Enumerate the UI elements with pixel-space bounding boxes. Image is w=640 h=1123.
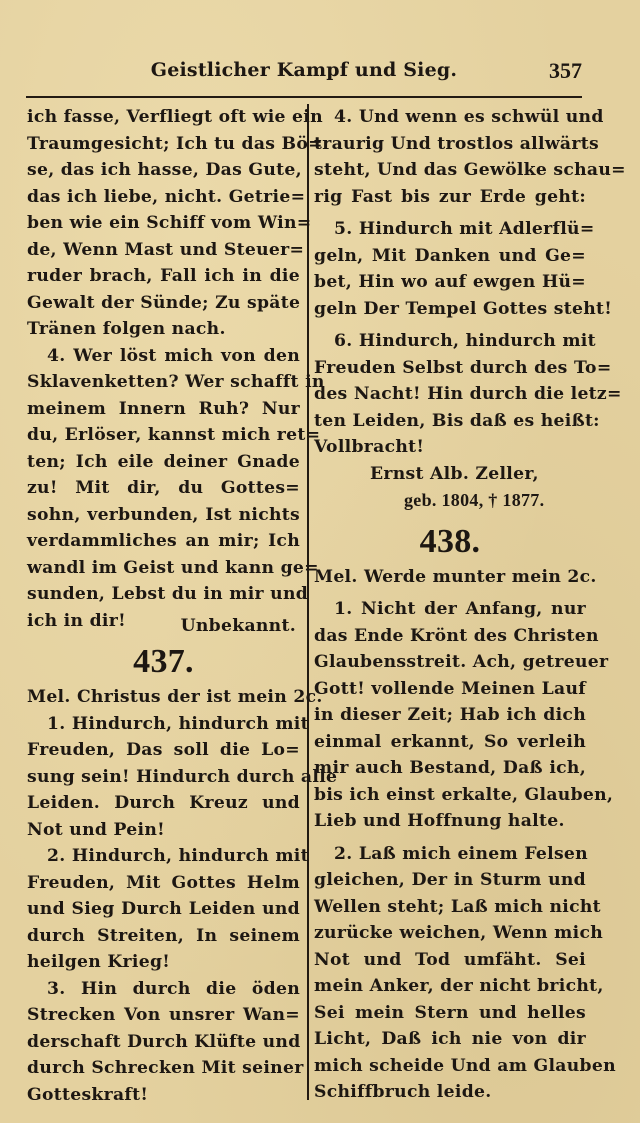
verse-line: 4. Und wenn es schwül und — [334, 107, 604, 127]
verse-line: 4. Wer löst mich von den — [47, 345, 300, 366]
verse-line: ich in dir! — [27, 610, 126, 631]
verse-line: ten Leiden, Bis daß es heißt: — [314, 410, 600, 431]
text-line: Traumgesicht; Ich tu das Bö= — [27, 133, 323, 154]
verse-line: Wellen steht; Laß mich nicht — [314, 896, 601, 917]
verse-line: Sklavenketten? Wer schafft in — [27, 372, 325, 392]
hymn-436-verse-4 — [27, 343, 325, 636]
author-dates: geb. 1804, † 1877. — [404, 490, 545, 510]
verse-line: 2. Laß mich einem Felsen — [334, 843, 588, 864]
verse-line: verdammliches an mir; Ich — [27, 531, 300, 551]
verse-line: sohn, verbunden, Ist nichts — [27, 504, 300, 525]
author-attribution: Unbekannt. — [180, 615, 296, 636]
text-line: ich fasse, Verfliegt oft wie ein — [27, 107, 323, 127]
verse-line: zurücke weichen, Wenn mich — [314, 923, 604, 943]
verse-line: steht, Und das Gewölke schau= — [314, 160, 626, 180]
verse-line: Freuden, Mit Gottes Helm — [27, 872, 300, 893]
verse-line: rig Fast bis zur Erde geht: — [314, 186, 586, 207]
left-column — [27, 104, 338, 1108]
verse-line: durch Streiten, In seinem — [27, 925, 300, 946]
verse-line: bet, Hin wo auf ewgen Hü= — [314, 272, 586, 292]
verse-line: zu! Mit dir, du Gottes= — [27, 478, 300, 498]
verse-line: traurig Und trostlos allwärts — [314, 133, 599, 154]
text-line: das ich liebe, nicht. Getrie= — [27, 186, 306, 207]
verse-line: Gotteskraft! — [27, 1084, 149, 1105]
melody-reference: Mel. Werde munter mein 2c. — [314, 566, 597, 587]
text-line: Gewalt der Sünde; Zu späte — [27, 292, 301, 313]
page-number: 357 — [549, 58, 582, 83]
verse-line: bis ich einst erkalte, Glauben, — [314, 784, 614, 805]
verse-line: Freuden, Das soll die Lo= — [27, 740, 300, 760]
verse-line: das Ende Krönt des Christen — [314, 625, 599, 646]
verse-line: in dieser Zeit; Hab ich dich — [314, 705, 586, 725]
verse-line: 3. Hin durch die öden — [47, 978, 300, 999]
verse-line: und Sieg Durch Leiden und — [27, 899, 300, 919]
hymn-438-verse-2 — [314, 841, 616, 1106]
text-line: ruder brach, Fall ich in die — [27, 266, 300, 286]
verse-final-line — [27, 608, 300, 635]
verse-line: des Nacht! Hin durch die letz= — [314, 384, 622, 404]
running-title: Geistlicher Kampf und Sieg. — [150, 59, 458, 81]
verse-line: mir auch Bestand, Daß ich, — [314, 758, 586, 778]
verse-line: 2. Hindurch, hindurch mit — [47, 846, 309, 866]
running-head — [26, 56, 582, 86]
author-block-437 — [314, 461, 586, 514]
verse-line: 1. Hindurch, hindurch mit — [47, 713, 309, 734]
verse-line: 6. Hindurch, hindurch mit — [334, 331, 596, 351]
hymn-437-verse-2 — [27, 843, 309, 976]
verse-line: sung sein! Hindurch durch alle — [27, 766, 338, 787]
verse-line: Strecken Von unsrer Wan= — [27, 1005, 300, 1025]
verse-line: 5. Hindurch mit Adlerflü= — [334, 219, 595, 239]
hymn-number-437: 437. — [133, 643, 194, 680]
verse-line: Freuden Selbst durch des To= — [314, 357, 612, 378]
verse-line: Not und Tod umfäht. Sei — [314, 949, 586, 970]
hymn-437-verse-6 — [314, 328, 622, 461]
verse-line: Gott! vollende Meinen Lauf — [314, 678, 586, 699]
verse-line: Sei mein Stern und helles — [314, 1002, 586, 1023]
author-name: Ernst Alb. Zeller, — [370, 463, 539, 484]
verse-line: Leiden. Durch Kreuz und — [27, 793, 300, 813]
verse-line: Glaubensstreit. Ach, getreuer — [314, 652, 609, 672]
verse-line: ten; Ich eile deiner Gnade — [27, 451, 300, 472]
verse-line: derschaft Durch Klüfte und — [27, 1031, 301, 1052]
verse-line: gleichen, Der in Sturm und — [314, 870, 586, 890]
verse-line: du, Erlöser, kannst mich ret= — [27, 425, 321, 445]
hymn-437-verse-5 — [314, 216, 613, 322]
verse-line: Schiffbruch leide. — [314, 1082, 492, 1102]
verse-line: einmal erkannt, So verleih — [314, 731, 586, 752]
hymn-436-continuation — [27, 104, 323, 343]
text-line: se, das ich hasse, Das Gute, — [27, 160, 302, 180]
verse-line: Not und Pein! — [27, 819, 165, 840]
verse-line: geln Der Tempel Gottes steht! — [314, 298, 613, 319]
verse-line: heilgen Krieg! — [27, 952, 171, 972]
hymn-437-verse-3 — [27, 976, 304, 1109]
verse-line: meinem Innern Ruh? Nur — [27, 398, 300, 419]
verse-line: geln, Mit Danken und Ge= — [314, 245, 586, 266]
verse-line: Vollbracht! — [314, 437, 425, 457]
verse-line: 1. Nicht der Anfang, nur — [334, 599, 586, 619]
verse-line: mein Anker, der nicht bricht, — [314, 976, 604, 996]
verse-line: Licht, Daß ich nie von dir — [314, 1029, 586, 1049]
text-line: ben wie ein Schiff vom Win= — [27, 213, 312, 233]
text-line: de, Wenn Mast und Steuer= — [27, 239, 305, 260]
hymn-438-verse-1 — [314, 596, 614, 835]
right-column — [314, 104, 626, 1106]
melody-reference: Mel. Christus der ist mein 2c. — [27, 687, 323, 707]
hymn-437-verse-1 — [27, 711, 338, 844]
verse-line: sunden, Lebst du in mir und — [27, 584, 309, 604]
verse-line: mich scheide Und am Glauben — [314, 1055, 616, 1076]
text-line: Tränen folgen nach. — [27, 319, 226, 339]
header-rule — [26, 96, 582, 98]
verse-line: durch Schrecken Mit seiner — [27, 1058, 304, 1078]
verse-line: Lieb und Hoffnung halte. — [314, 811, 565, 831]
hymn-437-verse-4 — [314, 104, 626, 210]
hymn-number-438: 438. — [419, 522, 481, 560]
verse-line: wandl im Geist und kann ge= — [27, 557, 319, 578]
